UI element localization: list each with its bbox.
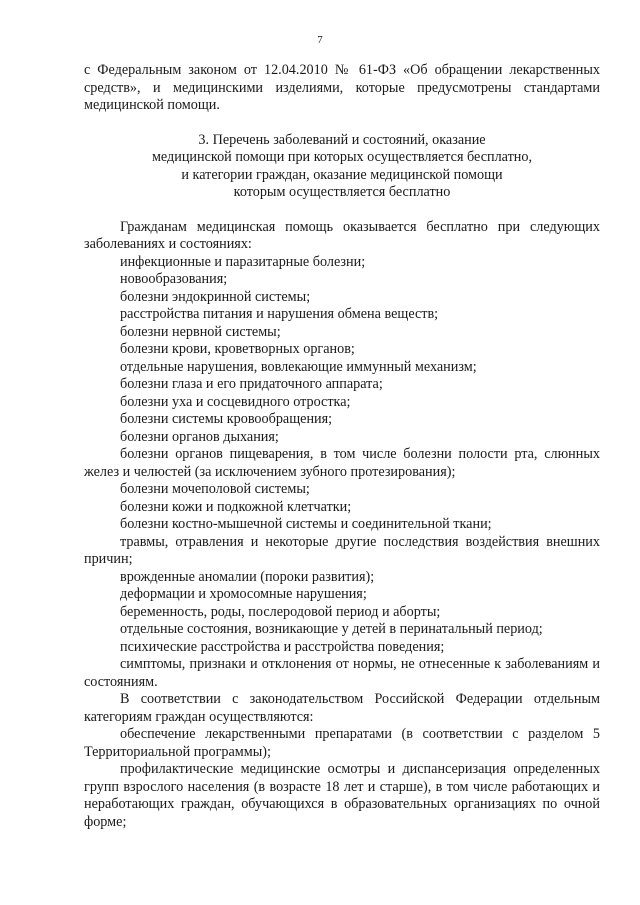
section-title-line: которым осуществляется бесплатно [233,184,451,200]
condition-item: болезни мочеполовой системы; [120,481,310,497]
condition-item: травмы, отравления и некоторые другие последствия воздействия внешних причин; [84,533,600,567]
condition-item: болезни органов пищеварения, в том числе болезни полости рта, слюнных желез и челюстей (за исключением зубного протезирования); [84,446,600,480]
intro-paragraph: Гражданам медицинская помощь оказывается бесплатно при следующих заболеваниях и состояниях: [84,218,600,252]
condition-item: новообразования; [120,271,228,287]
page-number: 7 [317,34,323,46]
condition-item: болезни нервной системы; [120,323,281,340]
condition-item: беременность, роды, послеродовой период и аборты; [120,603,441,620]
section-title-line: 3. Перечень заболеваний и состояний, оказание [198,131,486,148]
condition-item: болезни кожи и подкожной клетчатки; [120,498,352,515]
condition-item: психические расстройства и расстройства поведения; [120,638,445,655]
condition-item: болезни уха и сосцевидного отростка; [120,393,351,410]
condition-item: болезни системы кровообращения; [120,411,333,427]
condition-item: врожденные аномалии (пороки развития); [120,568,375,585]
condition-item: болезни глаза и его придаточного аппарата; [120,376,383,392]
section-title [84,132,600,202]
condition-item: болезни органов дыхания; [120,428,279,445]
condition-item: расстройства питания и нарушения обмена веществ; [120,306,439,322]
conditions-list [84,254,600,692]
page-content [84,62,600,831]
categories-list [84,726,600,831]
categories-intro-paragraph: В соответствии с законодательством Российской Федерации отдельным категориям граждан осуществляются: [84,691,600,725]
condition-item: болезни костно-мышечной системы и соединительной ткани; [120,516,492,532]
condition-item: деформации и хромосомные нарушения; [120,586,367,602]
condition-item: инфекционные и паразитарные болезни; [120,253,366,270]
section-title-line: медицинской помощи при которых осуществляется бесплатно, [151,149,533,165]
condition-item: болезни эндокринной системы; [120,288,311,305]
continuation-paragraph: с Федеральным законом от 12.04.2010 № 61-ФЗ «Об обращении лекарственных средств», и медицинскими изделиями, которые предусмотрены стандартами медицинской помощи. [84,62,600,113]
condition-item: болезни крови, кроветворных органов; [120,341,355,357]
condition-item: отдельные состояния, возникающие у детей в перинатальный период; [120,621,543,637]
condition-item: отдельные нарушения, вовлекающие иммунный механизм; [120,358,477,375]
section-title-line: и категории граждан, оказание медицинской помощи [181,166,503,183]
category-item: обеспечение лекарственными препаратами (в соответствии с разделом 5 Территориальной программы); [84,726,600,760]
category-item: профилактические медицинские осмотры и диспансеризация определенных групп взрослого населения (в возрасте 18 лет и старше), в том числе работающих и неработающих граждан, обучающихся в образовательных организациях по очной форме; [84,761,600,830]
condition-item: симптомы, признаки и отклонения от нормы, не отнесенные к заболеваниям и состояниям. [84,656,600,690]
